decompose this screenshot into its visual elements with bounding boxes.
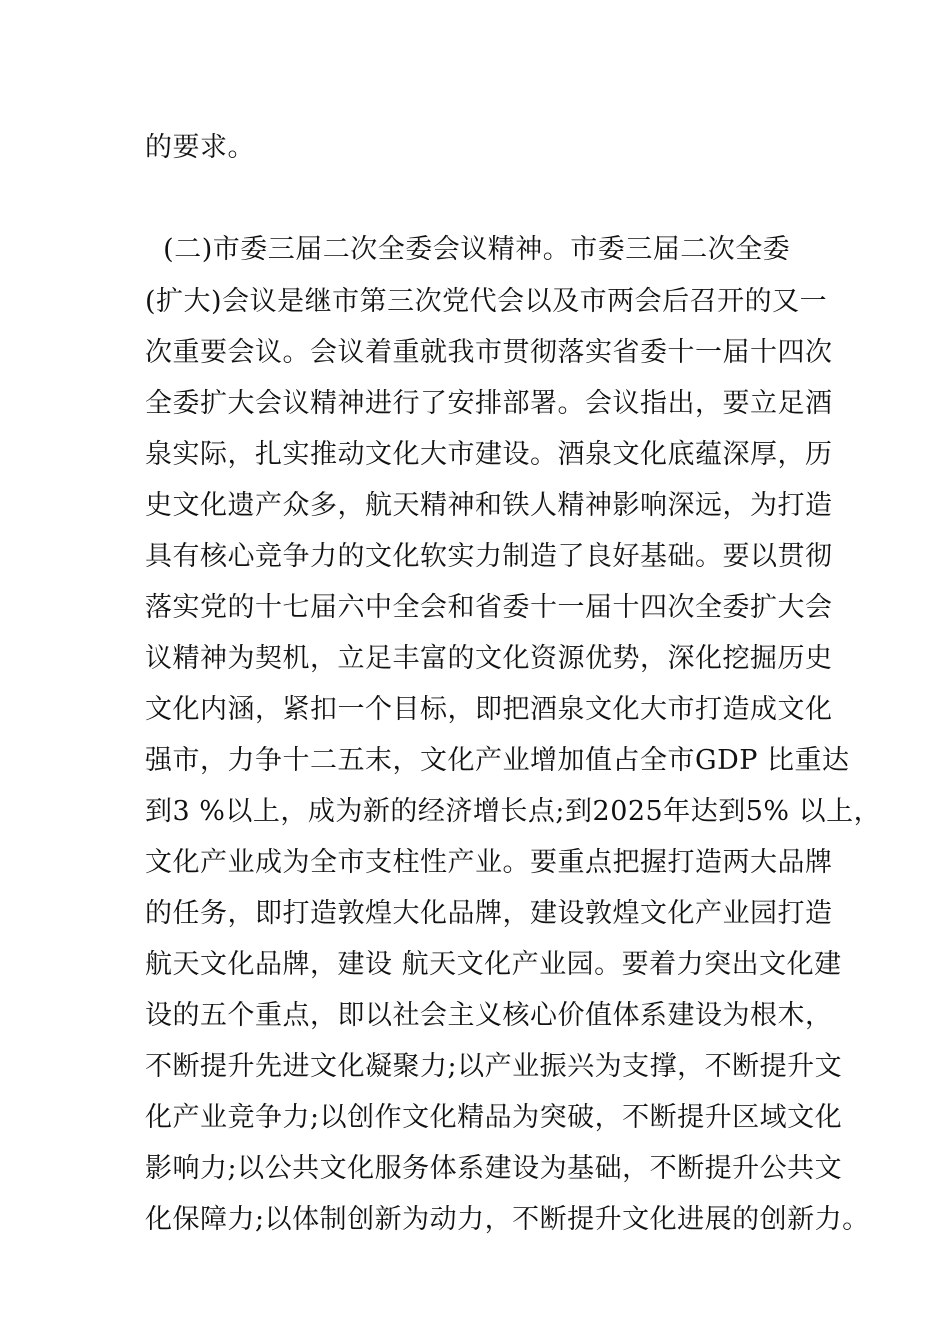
text-line: 史文化遗产众多，航天精神和铁人精神影响深远，为打造	[145, 490, 833, 521]
text-line: 文化产业成为全市支柱性产业。要重点把握打造两大品牌	[145, 847, 833, 878]
text-line: 化产业竞争力;以创作文化精品为突破，不断提升区域文化	[145, 1102, 843, 1133]
text-line: 落实党的十七届六中全会和省委十一届十四次全委扩大会	[145, 592, 833, 623]
text-line: 具有核心竞争力的文化软实力制造了良好基础。要以贯彻	[145, 541, 833, 572]
text-line: 化保障力;以体制创新为动力，不断提升文化进展的创新力。	[145, 1204, 870, 1235]
text-line: 议精神为契机，立足丰富的文化资源优势，深化挖掘历史	[145, 643, 833, 674]
text-line-closing: 的要求。	[145, 132, 255, 163]
text-line: 次重要会议。会议着重就我市贯彻落实省委十一届十四次	[145, 337, 833, 368]
text-line: 影响力;以公共文化服务体系建设为基础，不断提升公共文	[145, 1153, 843, 1184]
text-line: (扩大)会议是继市第三次党代会以及市两会后召开的又一	[145, 286, 828, 317]
text-line: 到3 %以上，成为新的经济增长点;到2025年达到5% 以上，	[145, 796, 882, 827]
text-line: 不断提升先进文化凝聚力;以产业振兴为支撑，不断提升文	[145, 1051, 843, 1082]
text-line: 泉实际，扎实推动文化大市建设。酒泉文化底蕴深厚，历	[145, 439, 833, 470]
text-line: 文化内涵，紧扣一个目标，即把酒泉文化大市打造成文化	[145, 694, 833, 725]
text-line: 的任务，即打造敦煌大化品牌，建设敦煌文化产业园打造	[145, 898, 833, 929]
text-line: 航天文化品牌，建设 航天文化产业园。要着力突出文化建	[145, 949, 842, 980]
text-line: 全委扩大会议精神进行了安排部署。会议指出，要立足酒	[145, 388, 833, 419]
text-line-section-heading: (二)市委三届二次全委会议精神。市委三届二次全委	[145, 234, 791, 265]
text-line: 强市，力争十二五末，文化产业增加值占全市GDP 比重达	[145, 745, 850, 776]
text-line: 设的五个重点，即以社会主义核心价值体系建设为根木，	[145, 1000, 833, 1031]
